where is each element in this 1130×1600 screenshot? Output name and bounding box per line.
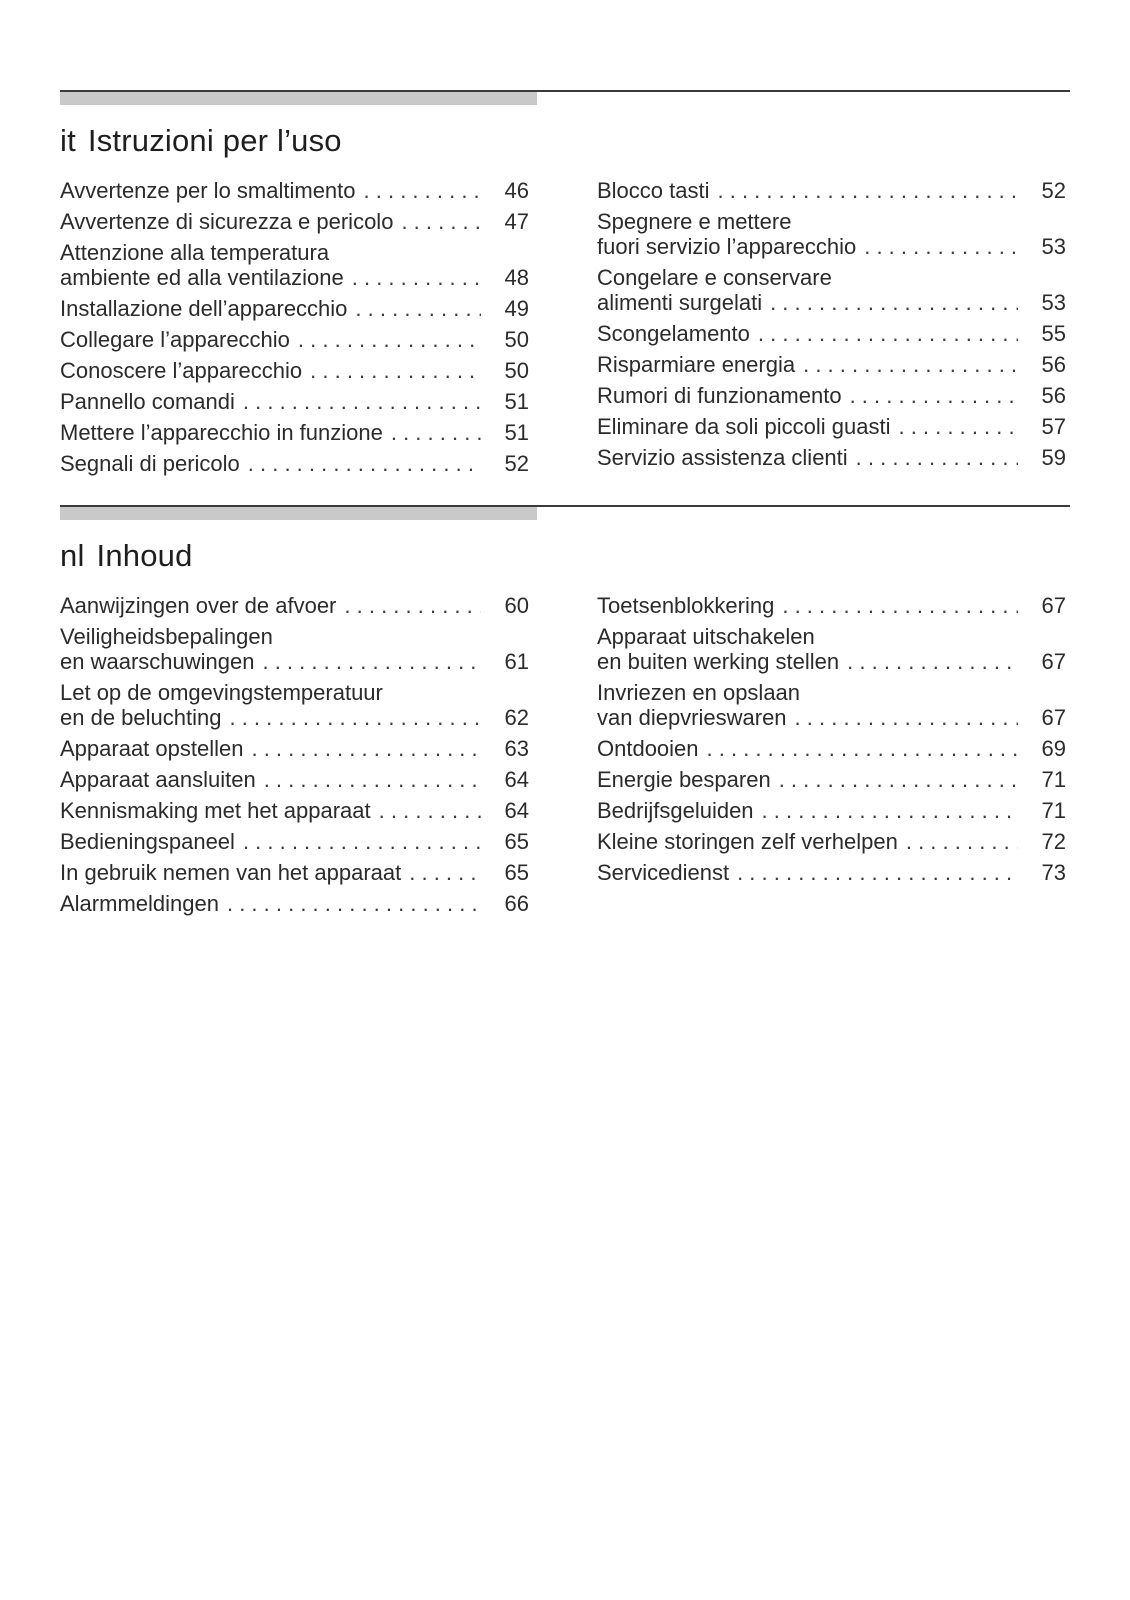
toc-entry-title: Blocco tasti: [597, 178, 710, 203]
toc-entry-row: [597, 649, 1066, 674]
dot-leader: [762, 798, 1018, 823]
toc-entry-page-number: 59: [1041, 445, 1066, 470]
dot-leader: [758, 321, 1018, 346]
toc-entry-row: [597, 383, 1066, 408]
toc-entry-title: Kennismaking met het apparaat: [60, 798, 371, 823]
dot-leader: [352, 265, 481, 290]
toc-entry-title: Ontdooien: [597, 736, 699, 761]
toc-entry-title: Segnali di pericolo: [60, 451, 240, 476]
toc-entry[interactable]: [60, 767, 529, 792]
toc-entry-title: Servicedienst: [597, 860, 730, 885]
toc-entry[interactable]: [597, 178, 1066, 203]
toc-section-it: [60, 90, 1070, 476]
dot-leader: [310, 358, 481, 383]
dot-leader: [355, 296, 481, 321]
toc-entry-title-line: Veiligheidsbepalingen: [60, 624, 273, 649]
toc-entry[interactable]: [60, 358, 529, 383]
toc-section-nl: [60, 505, 1070, 916]
toc-entry[interactable]: [60, 240, 529, 290]
dot-leader: [707, 736, 1018, 761]
toc-entry-page-number: 49: [504, 296, 529, 321]
toc-entry-title: Avvertenze per lo smaltimento: [60, 178, 356, 203]
toc-entry-title: Mettere l’apparecchio in funzione: [60, 420, 383, 445]
toc-entry[interactable]: [597, 209, 1066, 259]
toc-entry-page-number: 48: [504, 265, 529, 290]
section-rule-line: [60, 90, 1070, 92]
toc-entry-title: Aanwijzingen over de afvoer: [60, 593, 337, 618]
toc-entry[interactable]: [597, 860, 1066, 885]
toc-entry[interactable]: [597, 624, 1066, 674]
toc-entry-row: [597, 178, 1066, 203]
toc-entry-row: [597, 767, 1066, 792]
section-heading: [60, 122, 1070, 160]
toc-entry-page-number: 67: [1041, 705, 1066, 730]
dot-leader: [298, 327, 481, 352]
toc-entry-title: Servizio assistenza clienti: [597, 445, 848, 470]
toc-entry-page-number: 66: [504, 891, 529, 916]
toc-entry-title: Rumori di funzionamento: [597, 383, 842, 408]
dot-leader: [364, 178, 481, 203]
toc-entry-row: [60, 209, 529, 234]
dot-leader: [379, 798, 481, 823]
toc-entry-title-line: Invriezen en opslaan: [597, 680, 801, 705]
dot-leader: [264, 767, 481, 792]
toc-entry[interactable]: [60, 798, 529, 823]
toc-entry-page-number: 52: [504, 451, 529, 476]
dot-leader: [243, 389, 481, 414]
toc-entry-row: [60, 358, 529, 383]
toc-entry-title-line: Attenzione alla temperatura: [60, 240, 330, 265]
toc-entry-page-number: 67: [1041, 593, 1066, 618]
toc-entry-row: [60, 891, 529, 916]
dot-leader: [229, 705, 481, 730]
toc-entry[interactable]: [60, 860, 529, 885]
toc-entry[interactable]: [60, 327, 529, 352]
toc-entry-row: [597, 705, 1066, 730]
toc-entry[interactable]: [60, 296, 529, 321]
toc-entry-page-number: 61: [504, 649, 529, 674]
toc-entry-title: fuori servizio l’apparecchio: [597, 234, 857, 259]
toc-entry[interactable]: [60, 680, 529, 730]
toc-entry-title: Apparaat aansluiten: [60, 767, 256, 792]
toc-entry-title: Avvertenze di sicurezza e pericolo: [60, 209, 394, 234]
toc-entry-page-number: 64: [504, 798, 529, 823]
toc-entry[interactable]: [60, 451, 529, 476]
toc-entry-page-number: 71: [1041, 767, 1066, 792]
toc-entry-page-number: 56: [1041, 383, 1066, 408]
toc-entry[interactable]: [60, 829, 529, 854]
dot-leader: [227, 891, 481, 916]
dot-leader: [856, 445, 1018, 470]
toc-entry-page-number: 55: [1041, 321, 1066, 346]
toc-entry-page-number: 62: [504, 705, 529, 730]
toc-entry-row: [60, 296, 529, 321]
toc-entry[interactable]: [597, 265, 1066, 315]
toc-entry-page-number: 65: [504, 860, 529, 885]
toc-entry[interactable]: [60, 389, 529, 414]
toc-entry-title: ambiente ed alla ventilazione: [60, 265, 344, 290]
toc-entry-page-number: 53: [1041, 290, 1066, 315]
toc-entry-title: Bedrijfsgeluiden: [597, 798, 754, 823]
toc-entry-row: [60, 420, 529, 445]
toc-entry-page-number: 50: [504, 358, 529, 383]
toc-entry-row: [60, 593, 529, 618]
toc-entry-title: alimenti surgelati: [597, 290, 763, 315]
toc-entry-row: [597, 414, 1066, 439]
toc-entry[interactable]: [60, 420, 529, 445]
toc-entry-title: Pannello comandi: [60, 389, 235, 414]
dot-leader: [243, 829, 481, 854]
section-rule-bar: [60, 505, 537, 520]
toc-entry[interactable]: [60, 891, 529, 916]
dot-leader: [864, 234, 1018, 259]
toc-entry-page-number: 60: [504, 593, 529, 618]
dot-leader: [898, 414, 1018, 439]
toc-entry-title: Apparaat opstellen: [60, 736, 244, 761]
toc-entry-row: [597, 593, 1066, 618]
dot-leader: [795, 705, 1018, 730]
toc-entry[interactable]: [597, 593, 1066, 618]
toc-entry-title: Eliminare da soli piccoli guasti: [597, 414, 891, 439]
toc-column-right: [597, 593, 1066, 891]
toc-entry[interactable]: [597, 383, 1066, 408]
section-title: Istruzioni per l’uso: [87, 123, 342, 158]
toc-entry-page-number: 46: [504, 178, 529, 203]
toc-entry-page-number: 67: [1041, 649, 1066, 674]
dot-leader: [803, 352, 1018, 377]
toc-entry-title: In gebruik nemen van het apparaat: [60, 860, 402, 885]
toc-entry[interactable]: [60, 178, 529, 203]
toc-entry-page-number: 51: [504, 420, 529, 445]
toc-entry-title: Energie besparen: [597, 767, 771, 792]
toc-entry-row: [60, 798, 529, 823]
toc-entry-row: [597, 736, 1066, 761]
toc-entry-row: [597, 234, 1066, 259]
toc-entry-page-number: 57: [1041, 414, 1066, 439]
toc-entry-page-number: 64: [504, 767, 529, 792]
toc-entry[interactable]: [597, 680, 1066, 730]
toc-entry-page-number: 63: [504, 736, 529, 761]
section-rule: [60, 505, 1070, 521]
dot-leader: [779, 767, 1018, 792]
toc-entry-row: [60, 389, 529, 414]
toc-entry[interactable]: [597, 445, 1066, 470]
toc-entry-row: [597, 860, 1066, 885]
language-code: nl: [60, 538, 85, 573]
section-rule-bar: [60, 90, 537, 105]
toc-entry[interactable]: [60, 209, 529, 234]
dot-leader: [718, 178, 1019, 203]
dot-leader: [248, 451, 481, 476]
dot-leader: [344, 593, 481, 618]
toc-entry-page-number: 65: [504, 829, 529, 854]
toc-entry-title: en de beluchting: [60, 705, 222, 730]
toc-entry[interactable]: [597, 736, 1066, 761]
toc-entry-page-number: 52: [1041, 178, 1066, 203]
dot-leader: [770, 290, 1018, 315]
toc-entry-title: van diepvrieswaren: [597, 705, 787, 730]
toc-entry[interactable]: [597, 321, 1066, 346]
toc-entry-row: [597, 798, 1066, 823]
toc-entry-row: [60, 649, 529, 674]
dot-leader: [737, 860, 1018, 885]
toc-entry-title-line: Spegnere e mettere: [597, 209, 792, 234]
toc-entry-title: Risparmiare energia: [597, 352, 796, 377]
section-rule-line: [60, 505, 1070, 507]
toc-entry[interactable]: [597, 829, 1066, 854]
toc-column-left: [60, 178, 529, 482]
toc-entry[interactable]: [60, 736, 529, 761]
dot-leader: [391, 420, 481, 445]
toc-entry-title: Kleine storingen zelf verhelpen: [597, 829, 898, 854]
dot-leader: [782, 593, 1018, 618]
toc-entry-title: en waarschuwingen: [60, 649, 255, 674]
section-title: Inhoud: [96, 538, 193, 573]
dot-leader: [847, 649, 1018, 674]
toc-entry[interactable]: [597, 798, 1066, 823]
toc-entry-page-number: 51: [504, 389, 529, 414]
toc-column-left: [60, 593, 529, 922]
toc-entry-row: [597, 352, 1066, 377]
toc-entry-title: en buiten werking stellen: [597, 649, 840, 674]
toc-entry[interactable]: [60, 624, 529, 674]
toc-entry-row: [597, 829, 1066, 854]
toc-entry-row: [60, 451, 529, 476]
toc-entry-title-line: Let op de omgevingstemperatuur: [60, 680, 383, 705]
toc-entry-page-number: 47: [504, 209, 529, 234]
toc-entry-row: [60, 178, 529, 203]
toc-entry-page-number: 56: [1041, 352, 1066, 377]
toc-entry-title: Conoscere l’apparecchio: [60, 358, 303, 383]
dot-leader: [850, 383, 1018, 408]
toc-entry[interactable]: [597, 414, 1066, 439]
toc-entry-row: [60, 736, 529, 761]
toc-entry-title: Bedieningspaneel: [60, 829, 235, 854]
toc-entry-row: [60, 829, 529, 854]
toc-entry-title: Collegare l’apparecchio: [60, 327, 290, 352]
toc-entry-title: Scongelamento: [597, 321, 750, 346]
dot-leader: [401, 209, 481, 234]
toc-entry-title-line: Apparaat uitschakelen: [597, 624, 815, 649]
toc-entry-title-line: Congelare e conservare: [597, 265, 832, 290]
toc-entry[interactable]: [60, 593, 529, 618]
toc-entry-title: Toetsenblokkering: [597, 593, 775, 618]
toc-entry-row: [60, 767, 529, 792]
toc-entry[interactable]: [597, 352, 1066, 377]
toc-entry[interactable]: [597, 767, 1066, 792]
toc-entry-page-number: 50: [504, 327, 529, 352]
section-rule: [60, 90, 1070, 106]
dot-leader: [251, 736, 481, 761]
toc-entry-row: [60, 860, 529, 885]
toc-column-right: [597, 178, 1066, 476]
toc-entry-page-number: 69: [1041, 736, 1066, 761]
section-heading: [60, 537, 1070, 575]
toc-entry-row: [597, 290, 1066, 315]
toc-entry-page-number: 53: [1041, 234, 1066, 259]
toc-entry-row: [597, 321, 1066, 346]
toc-entry-row: [60, 265, 529, 290]
toc-entry-title: Installazione dell’apparecchio: [60, 296, 348, 321]
toc-entry-row: [597, 445, 1066, 470]
toc-entry-row: [60, 327, 529, 352]
dot-leader: [906, 829, 1018, 854]
dot-leader: [409, 860, 481, 885]
language-code: it: [60, 123, 76, 158]
toc-entry-title: Alarmmeldingen: [60, 891, 219, 916]
toc-entry-page-number: 71: [1041, 798, 1066, 823]
toc-entry-row: [60, 705, 529, 730]
toc-entry-page-number: 73: [1041, 860, 1066, 885]
toc-entry-page-number: 72: [1041, 829, 1066, 854]
dot-leader: [262, 649, 481, 674]
